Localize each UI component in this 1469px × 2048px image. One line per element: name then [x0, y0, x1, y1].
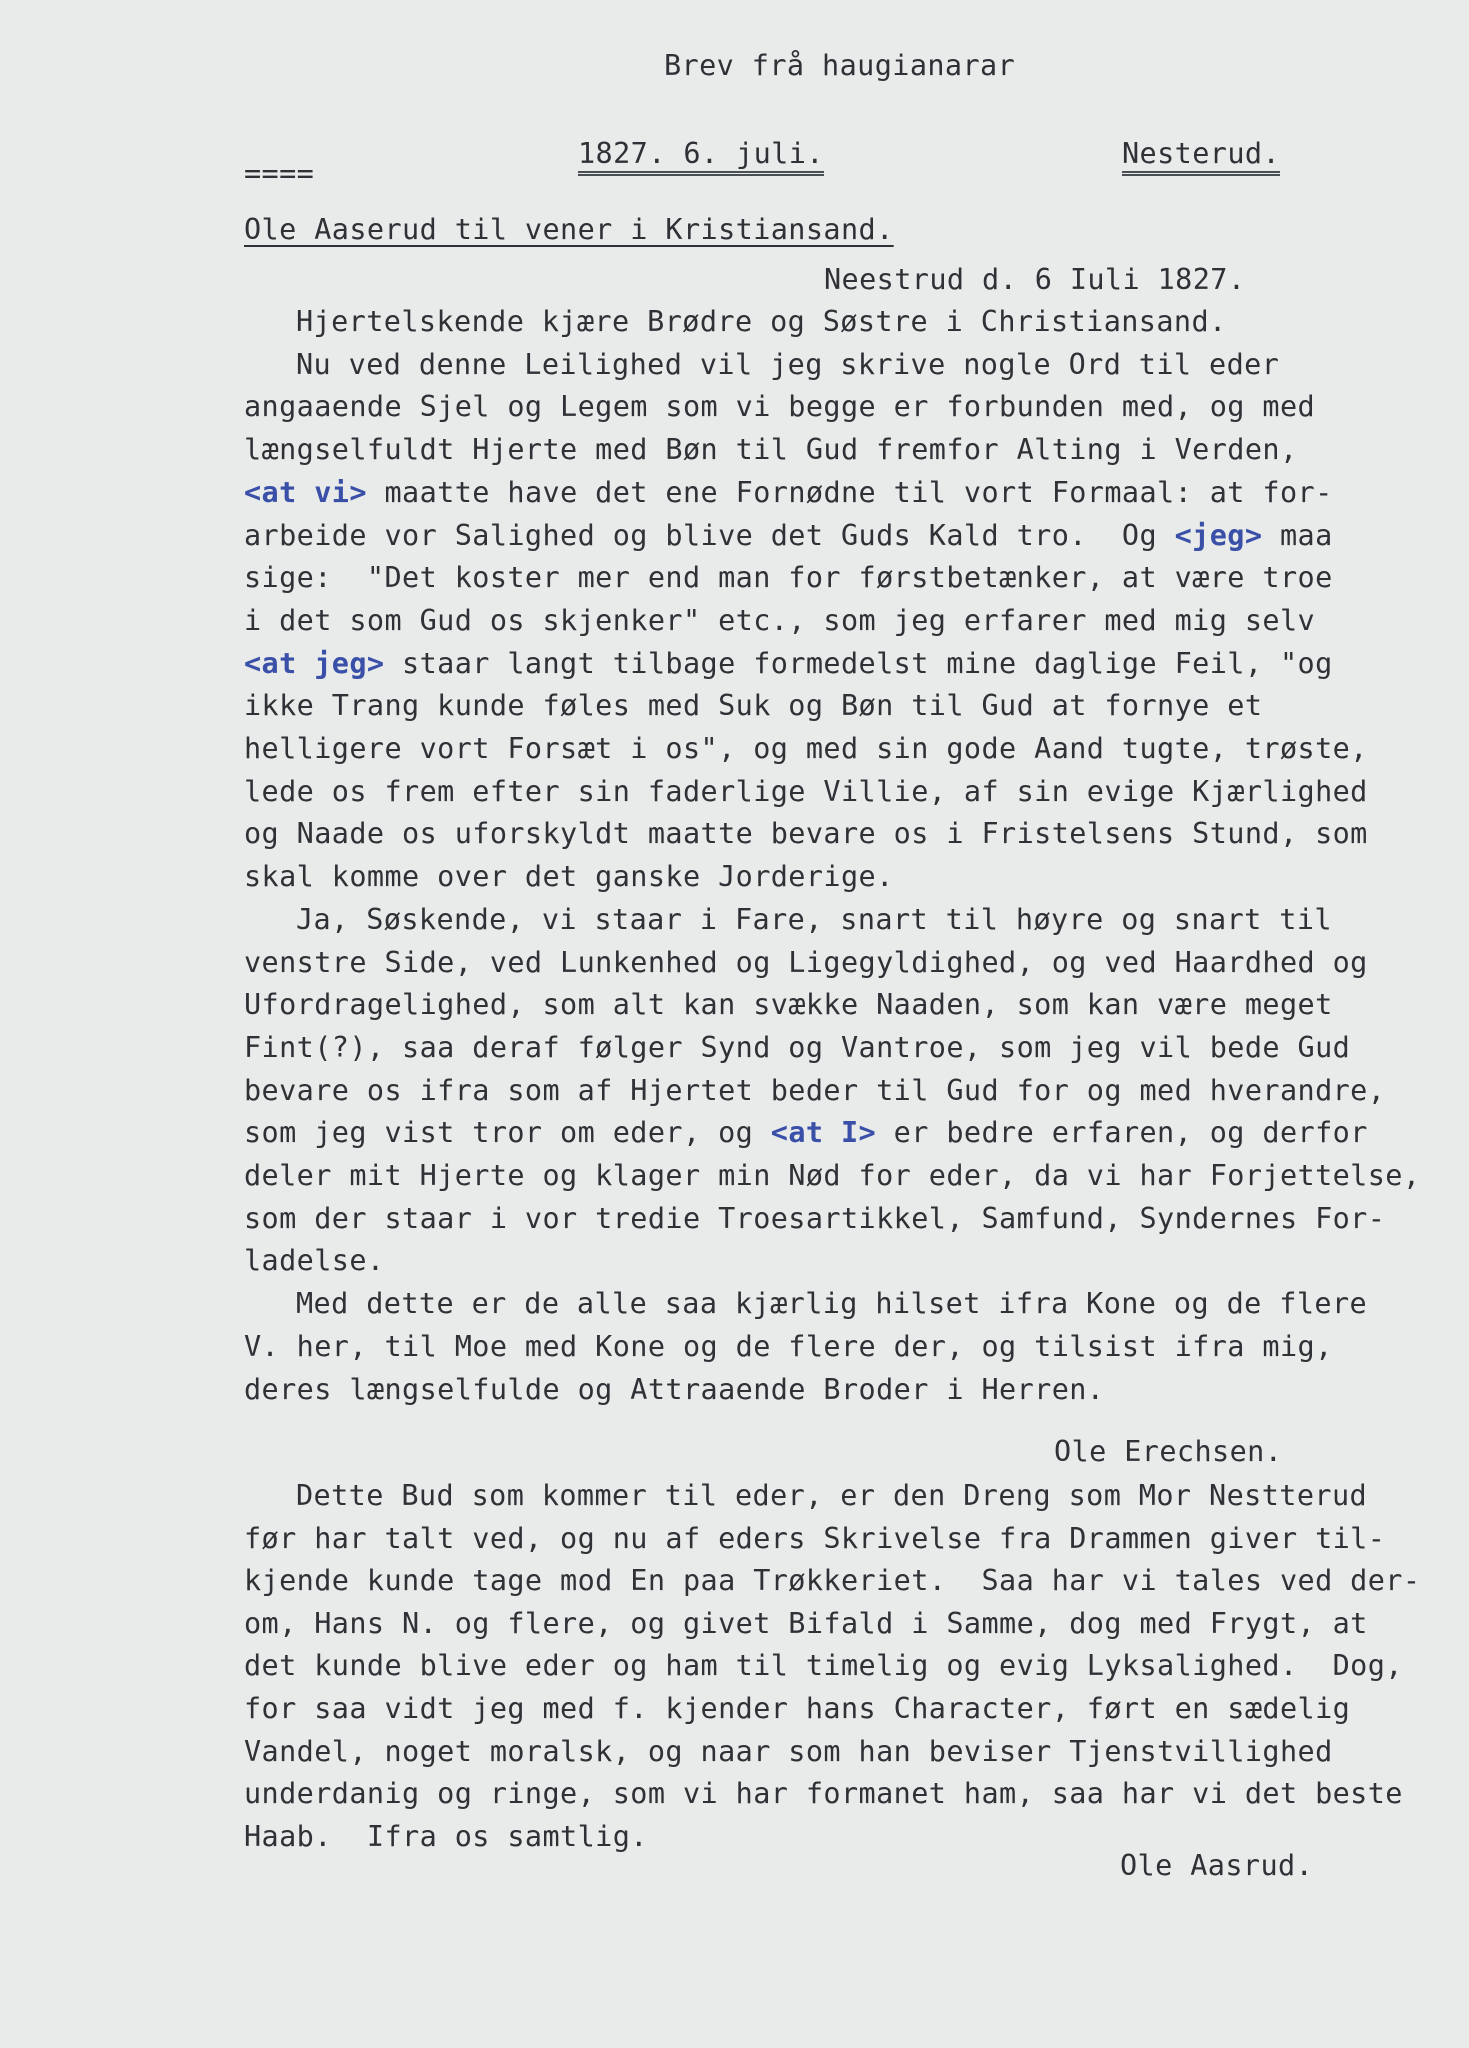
letter-line: V. her, til Moe med Kone og de flere der, og tilsist ifra mig,	[244, 1329, 1333, 1363]
letter-line: venstre Side, ved Lunkenhed og Ligegyldighed, og ved Haardhed og	[244, 945, 1368, 979]
editorial-insertion-mark: <jeg>	[1174, 518, 1263, 552]
postscript-signature: Ole Aasrud.	[1120, 1849, 1314, 1882]
letter-line	[244, 475, 1333, 509]
letter-signature: Ole Erechsen.	[1054, 1435, 1283, 1468]
letter-line: deler mit Hjerte og klager min Nød for eder, da vi har Forjettelse,	[244, 1159, 1421, 1192]
letter-line: lede os frem efter sin faderlige Villie, af sin evige Kjærlighed	[244, 774, 1368, 808]
letter-line	[244, 518, 1333, 552]
letter-line: Med dette er de alle saa kjærlig hilset ifra Kone og de flere	[296, 1287, 1368, 1321]
postscript-line: det kunde blive eder og ham til timelig og evig Lyksalighed. Dog,	[244, 1649, 1403, 1683]
letter-line: længselfuldt Hjerte med Bøn til Gud fremfor Alting i Verden,	[244, 433, 1298, 467]
postscript-line: Haab. Ifra os samtlig.	[244, 1819, 648, 1853]
letter-line: i det som Gud os skjenker" etc., som jeg erfarer med mig selv	[244, 603, 1316, 637]
letter-line: og Naade os uforskyldt maatte bevare os i Fristelsens Stund, som	[244, 817, 1368, 851]
letter-line: Ja, Søskende, vi staar i Fare, snart til høyre og snart til	[296, 902, 1332, 936]
text-segment: maa	[1262, 518, 1333, 552]
letter-line	[244, 646, 1333, 680]
letter-line: deres længselfulde og Attraaende Broder i Herren.	[244, 1372, 1105, 1406]
text-segment: som jeg vist tror om eder, og	[244, 1116, 771, 1150]
letter-line: Nu ved denne Leilighed vil jeg skrive nogle Ord til eder	[296, 347, 1280, 381]
letter-line: angaaende Sjel og Legem som vi begge er forbunden med, og med	[244, 390, 1316, 424]
letter-line: som der staar i vor tredie Troesartikkel, Samfund, Syndernes For-	[244, 1201, 1386, 1235]
letter-line: Ufordragelighed, som alt kan svække Naaden, som kan være meget	[244, 988, 1333, 1022]
letter-line	[244, 1116, 1368, 1150]
text-segment: arbeide vor Salighed og blive det Guds Kald tro. Og	[244, 518, 1175, 552]
editorial-insertion-mark: <at jeg>	[244, 646, 385, 680]
letter-line: Fint(?), saa deraf følger Synd og Vantroe, som jeg vil bede Gud	[244, 1030, 1351, 1064]
collection-heading: Brev frå haugianarar	[664, 49, 1016, 82]
postscript-line: for saa vidt jeg med f. kjender hans Character, ført en sædelig	[244, 1692, 1351, 1725]
letter-place-heading: Nesterud.	[1122, 140, 1280, 176]
editorial-insertion-mark: <at vi>	[244, 475, 367, 509]
letter-date-heading: 1827. 6. juli.	[578, 140, 824, 176]
postscript-line: Dette Bud som kommer til eder, er den Dreng som Mor Nestterud	[296, 1479, 1368, 1512]
letter-line: ikke Trang kunde føles med Suk og Bøn til Gud at fornye et	[244, 689, 1263, 723]
editorial-insertion-mark: <at I>	[770, 1116, 877, 1150]
letter-line: sige: "Det koster mer end man for førstbetænker, at være troe	[244, 561, 1333, 595]
letter-line: skal komme over det ganske Jorderige.	[244, 860, 894, 894]
letter-title: Ole Aaserud til vener i Kristiansand.	[244, 213, 894, 246]
postscript-line: kjende kunde tage mod En paa Trøkkeriet. Saa har vi tales ved der-	[244, 1564, 1421, 1598]
letter-line: bevare os ifra som af Hjertet beder til Gud for og med hverandre,	[244, 1073, 1386, 1107]
text-segment: staar langt tilbage formedelst mine daglige Feil, "og	[384, 646, 1333, 680]
postscript-line: før har talt ved, og nu af eders Skrivelse fra Drammen giver til-	[244, 1521, 1386, 1555]
postscript-line: Vandel, noget moralsk, og naar som han beviser Tjenstvillighed	[244, 1734, 1333, 1768]
text-segment: maatte have det ene Fornødne til vort Formaal: at for-	[366, 475, 1333, 509]
text-segment: er bedre erfaren, og derfor	[876, 1116, 1368, 1150]
postscript-line: om, Hans N. og flere, og givet Bifald i Samme, dog med Frygt, at	[244, 1606, 1368, 1640]
postscript-line: underdanig og ringe, som vi har formanet ham, saa har vi det beste	[244, 1777, 1403, 1811]
dateline: Neestrud d. 6 Iuli 1827.	[824, 263, 1246, 296]
letter-line: helligere vort Forsæt i os", og med sin gode Aand tugte, trøste,	[244, 732, 1368, 765]
letter-line: ladelse.	[244, 1244, 385, 1278]
letter-line: Hjertelskende kjære Brødre og Søstre i Christiansand.	[296, 305, 1227, 338]
heading-marks: ====	[244, 157, 315, 190]
